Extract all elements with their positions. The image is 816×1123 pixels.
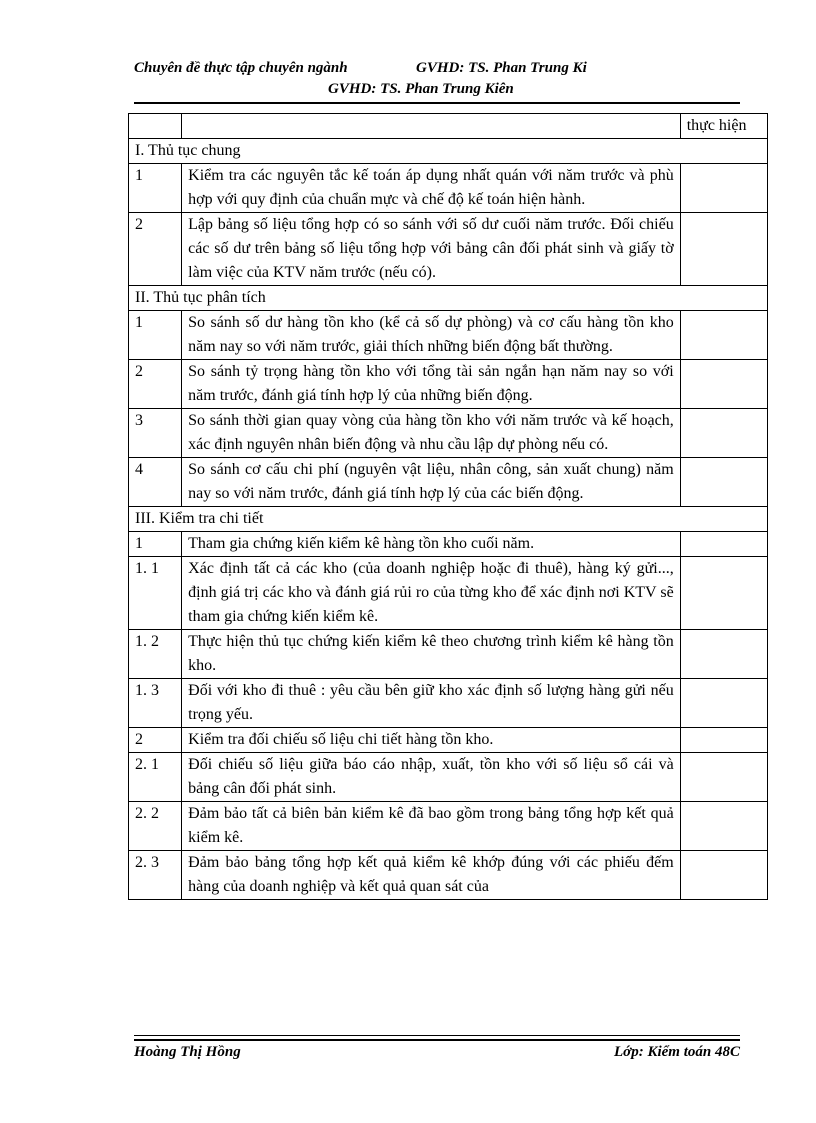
row-procedure: So sánh cơ cấu chi phí (nguyên vật liệu, nhân công, sản xuất chung) năm nay so với năm trước, đánh giá tính hợp lý của các biến động. [182, 458, 681, 507]
table-row [129, 311, 768, 360]
row-status-cell [680, 360, 767, 409]
table-row [129, 532, 768, 557]
header-line-1 [134, 60, 587, 77]
footer-divider-thin [134, 1035, 740, 1036]
table-header-row [129, 114, 768, 139]
procedure-table [128, 113, 768, 900]
table-row [129, 213, 768, 286]
row-number: 1. 3 [129, 679, 182, 728]
row-procedure: So sánh thời gian quay vòng của hàng tồn kho với năm trước và kế hoạch, xác định nguyên nhân biến động và nhu cầu lập dự phòng nếu có. [182, 409, 681, 458]
footer-divider-thick [134, 1039, 740, 1041]
row-status-cell [680, 679, 767, 728]
section-title: I. Thủ tục chung [129, 139, 768, 164]
table-row [129, 753, 768, 802]
row-procedure: Đối chiếu số liệu giữa báo cáo nhập, xuất, tồn kho với số liệu sổ cái và bảng cân đối phát sinh. [182, 753, 681, 802]
header-cell-status: thực hiện [680, 114, 767, 139]
row-status-cell [680, 311, 767, 360]
row-number: 1 [129, 532, 182, 557]
row-status-cell [680, 213, 767, 286]
row-status-cell [680, 753, 767, 802]
row-number: 3 [129, 409, 182, 458]
header-cell-number [129, 114, 182, 139]
row-status-cell [680, 728, 767, 753]
header-cell-procedure [182, 114, 681, 139]
row-number: 2. 1 [129, 753, 182, 802]
row-procedure: Kiểm tra các nguyên tắc kế toán áp dụng nhất quán với năm trước và phù hợp với quy định của chuẩn mực và chế độ kế toán hiện hành. [182, 164, 681, 213]
row-procedure: Đảm bảo tất cả biên bản kiểm kê đã bao gồm trong bảng tổng hợp kết quả kiểm kê. [182, 802, 681, 851]
row-status-cell [680, 409, 767, 458]
row-status-cell [680, 164, 767, 213]
row-procedure: Lập bảng số liệu tổng hợp có so sánh với số dư cuối năm trước. Đối chiếu các số dư trên bảng số liệu tổng hợp với bảng cân đối phát sinh và giấy tờ làm việc của KTV năm trước (nếu có). [182, 213, 681, 286]
row-procedure: Xác định tất cả các kho (của doanh nghiệp hoặc đi thuê), hàng ký gửi..., định giá trị các kho và đánh giá rủi ro của từng kho để xác định nơi KTV sẽ tham gia chứng kiến kiểm kê. [182, 557, 681, 630]
section-row [129, 139, 768, 164]
header-advisor-short: GVHD: TS. Phan Trung Ki [416, 60, 587, 76]
row-number: 1 [129, 311, 182, 360]
table-row [129, 851, 768, 900]
table-row [129, 630, 768, 679]
table-row [129, 802, 768, 851]
row-status-cell [680, 458, 767, 507]
section-title: III. Kiểm tra chi tiết [129, 507, 768, 532]
row-procedure: Kiểm tra đối chiếu số liệu chi tiết hàng tồn kho. [182, 728, 681, 753]
row-status-cell [680, 630, 767, 679]
row-procedure: Đảm bảo bảng tổng hợp kết quả kiểm kê khớp đúng với các phiếu đếm hàng của doanh nghiệp và kết quả quan sát của [182, 851, 681, 900]
row-procedure: So sánh tỷ trọng hàng tồn kho với tổng tài sản ngắn hạn năm nay so với năm trước, đánh giá tính hợp lý của những biến động. [182, 360, 681, 409]
section-title: II. Thủ tục phân tích [129, 286, 768, 311]
table-row [129, 557, 768, 630]
footer-class: Lớp: Kiểm toán 48C [614, 1044, 740, 1060]
row-number: 1. 1 [129, 557, 182, 630]
row-procedure: So sánh số dư hàng tồn kho (kể cả số dự phòng) và cơ cấu hàng tồn kho năm nay so với năm trước, giải thích những biến động bất thường. [182, 311, 681, 360]
row-procedure: Thực hiện thủ tục chứng kiến kiểm kê theo chương trình kiểm kê hàng tồn kho. [182, 630, 681, 679]
row-number: 4 [129, 458, 182, 507]
row-number: 1. 2 [129, 630, 182, 679]
table-row [129, 679, 768, 728]
header-divider [134, 102, 740, 104]
row-number: 2 [129, 213, 182, 286]
table-row [129, 409, 768, 458]
row-number: 2. 2 [129, 802, 182, 851]
header-advisor: GVHD: TS. Phan Trung Kiên [328, 81, 514, 97]
row-status-cell [680, 802, 767, 851]
table-row [129, 458, 768, 507]
footer-author: Hoàng Thị Hồng [134, 1044, 241, 1060]
table-row [129, 164, 768, 213]
row-number: 2 [129, 360, 182, 409]
row-procedure: Tham gia chứng kiến kiểm kê hàng tồn kho cuối năm. [182, 532, 681, 557]
header-topic: Chuyên đề thực tập chuyên ngành [134, 60, 348, 76]
section-row [129, 286, 768, 311]
row-status-cell [680, 557, 767, 630]
row-status-cell [680, 532, 767, 557]
section-row [129, 507, 768, 532]
row-number: 1 [129, 164, 182, 213]
table-row [129, 360, 768, 409]
row-status-cell [680, 851, 767, 900]
table-row [129, 728, 768, 753]
row-procedure: Đối với kho đi thuê : yêu cầu bên giữ kho xác định số lượng hàng gửi nếu trọng yếu. [182, 679, 681, 728]
row-number: 2. 3 [129, 851, 182, 900]
row-number: 2 [129, 728, 182, 753]
